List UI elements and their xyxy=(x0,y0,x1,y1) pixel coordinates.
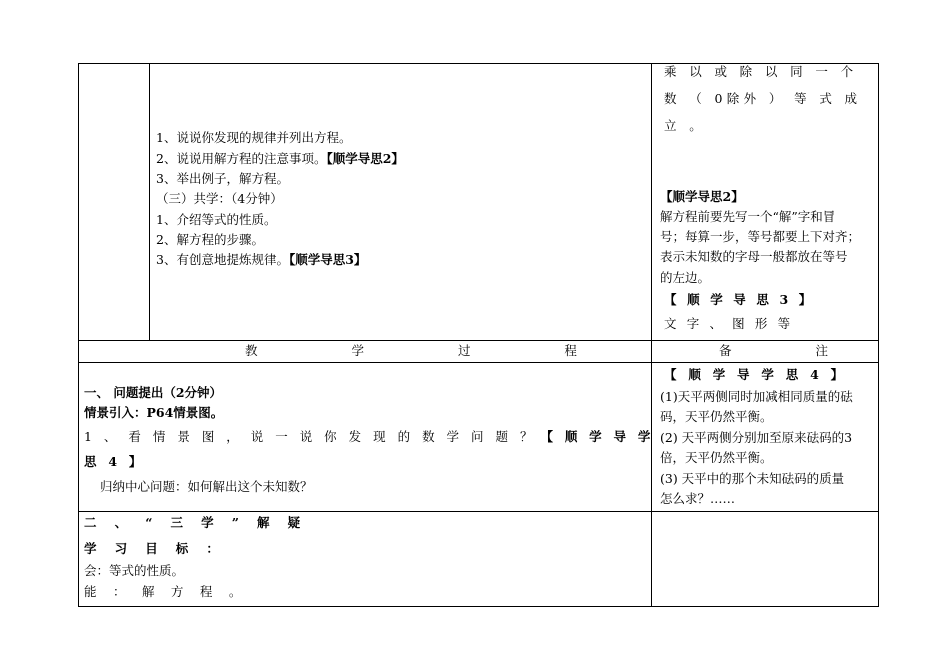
note-upper-line-3: 立 。 xyxy=(664,118,707,133)
row-divider-section2 xyxy=(78,511,879,512)
note-column-divider xyxy=(651,63,652,607)
note-body-3: 文 字 、 图 形 等 xyxy=(664,316,794,331)
upper-line-5: 1、介绍等式的性质。 xyxy=(156,212,277,227)
tag-shunxue-2: 【顺学导思2】 xyxy=(326,151,404,166)
section1-tag4-end: 思 4 】 xyxy=(84,454,146,469)
section2-neng: 能 ： 解 方 程 。 xyxy=(84,584,248,599)
note1-line-6: 怎么求？…… xyxy=(660,491,736,506)
section2-goal: 学 习 目 标 ： xyxy=(84,541,226,556)
upper-line-2: 2、说说用解方程的注意事项。【顺学导思2】 xyxy=(156,151,404,166)
section1-intro: 情景引入：P64情景图。 xyxy=(84,405,224,420)
header-teaching-process: 教 学 过 程 xyxy=(245,343,622,358)
table-bottom-border xyxy=(78,606,879,607)
table-right-border xyxy=(878,63,879,607)
row-divider-header-top xyxy=(78,340,879,341)
note1-line-3: (2) 天平两侧分别加至原来砝码的3 xyxy=(660,430,853,445)
note-body2-line-2: 号；每算一步，等号都要上下对齐； xyxy=(660,229,861,244)
note1-line-5: (3) 天平中的那个未知砝码的质量 xyxy=(660,471,845,486)
table-left-border xyxy=(78,63,79,607)
section1-title: 一、 问题提出（2分钟） xyxy=(84,385,223,400)
note-body2-line-4: 的左边。 xyxy=(660,270,711,285)
section2-hui: 会：等式的性质。 xyxy=(84,563,185,578)
note-upper-line-1: 乘 以 或 除 以 同 一 个 xyxy=(664,64,858,79)
upper-line-7: 3、有创意地提炼规律。【顺学导思3】 xyxy=(156,252,367,267)
note-head-2: 【顺学导思2】 xyxy=(660,189,744,204)
upper-line-1: 1、说说你发现的规律并列出方程。 xyxy=(156,130,352,145)
tag-shunxue-3: 【顺学导思3】 xyxy=(288,252,367,267)
row-divider-header-bottom xyxy=(78,362,879,363)
note-upper-line-2: 数 （ 0除外 ） 等 式 成 xyxy=(664,91,862,106)
upper-line-4: （三）共学：（4分钟） xyxy=(156,191,283,206)
note1-head: 【 顺 学 导 学 思 4 】 xyxy=(664,367,847,382)
upper-line-6: 2、解方程的步骤。 xyxy=(156,232,264,247)
section2-title: 二 、 “ 三 学 ” 解 疑 xyxy=(84,515,307,530)
upper-line-3: 3、举出例子，解方程。 xyxy=(156,171,289,186)
section1-question: 1 、 看 情 景 图 ， 说 一 说 你 发 现 的 数 学 问 题 ？ 【 顺 学 导 学 xyxy=(84,429,655,444)
note-body2-line-3: 表示未知数的字母一般都放在等号 xyxy=(660,249,848,264)
note1-line-1: (1)天平两侧同时加减相同质量的砝 xyxy=(660,389,853,404)
note1-line-4: 倍，天平仍然平衡。 xyxy=(660,450,773,465)
note-head-3: 【 顺 学 导 思 3 】 xyxy=(664,292,815,307)
section1-summary: 归纳中心问题：如何解出这个未知数？ xyxy=(100,479,313,494)
narrow-column-divider xyxy=(149,63,150,341)
note1-line-2: 码，天平仍然平衡。 xyxy=(660,409,773,424)
header-remarks: 备 注 xyxy=(719,343,868,358)
note-body2-line-1: 解方程前要先写一个“解”字和冒 xyxy=(660,209,836,224)
